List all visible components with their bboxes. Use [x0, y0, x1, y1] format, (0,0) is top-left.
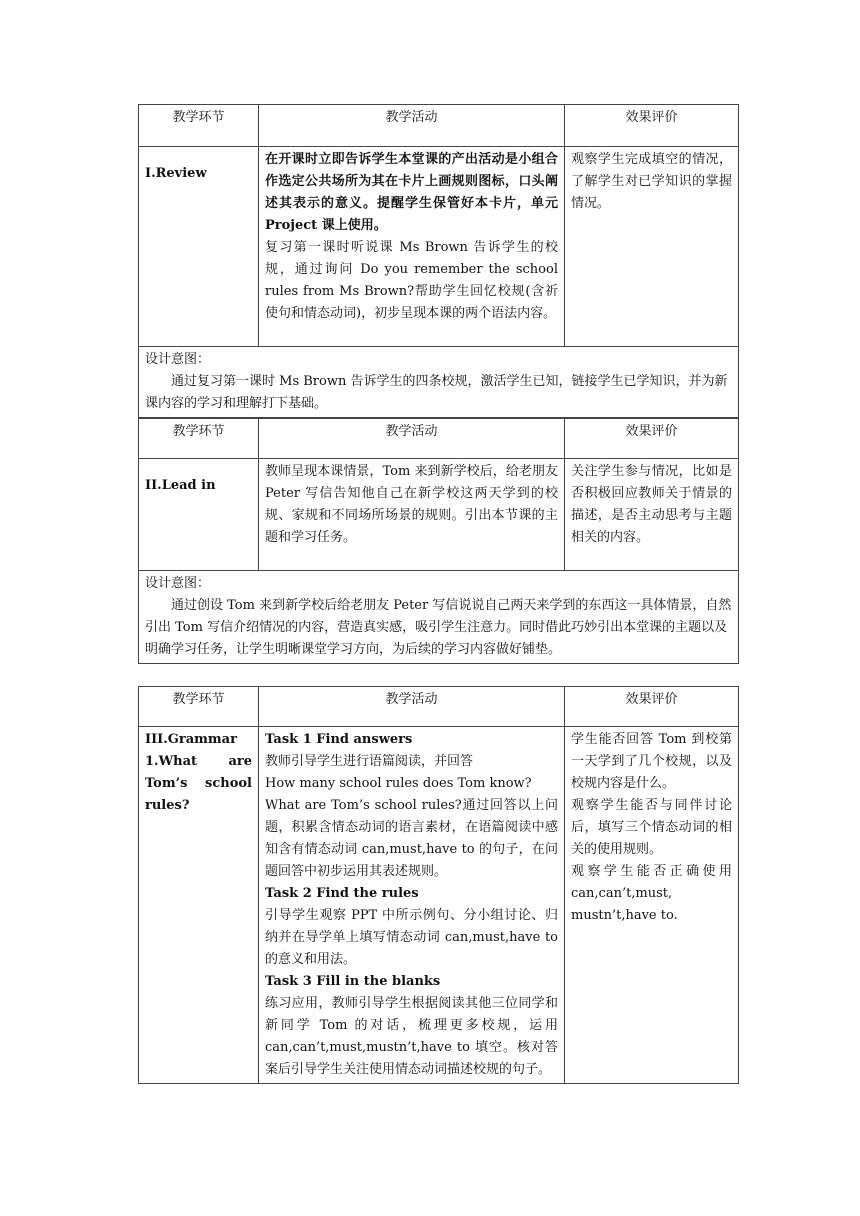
task2-title: Task 2 Find the rules [265, 886, 419, 901]
stage-grammar: III.Grammar [145, 732, 237, 747]
grammar-table [138, 686, 739, 1084]
stage-review: I.Review [145, 166, 207, 181]
table-header-row [139, 105, 739, 147]
header-stage: 教学环节 [139, 105, 259, 147]
task1-line1: 教师引导学生进行语篇阅读，并回答 [265, 754, 474, 769]
stage-grammar-question: 1.What are Tom’s school rules? [145, 754, 252, 813]
grammar-row [139, 727, 739, 1084]
design-text: 通过复习第一课时 Ms Brown 告诉学生的四条校规，激活学生已知，链接学生已学知识，并为新课内容的学习和理解打下基础。 [145, 374, 728, 411]
review-activity-bold: 在开课时立即告诉学生本堂课的产出活动是小组合作选定公共场所为其在卡片上画规则图标，口头阐述其表示的意义。提醒学生保管好本卡片，单元 Project 课上使用。 [265, 152, 558, 233]
table-header-row [139, 687, 739, 727]
grammar-eval-2: 观察学生能否与同伴讨论后，填写三个情态动词的相关的使用规则。 [571, 798, 732, 857]
review-design-row [139, 347, 739, 418]
header-evaluation: 效果评价 [565, 687, 739, 727]
lead-in-row [139, 459, 739, 571]
task1-title: Task 1 Find answers [265, 732, 413, 747]
task2-text: 引导学生观察 PPT 中所示例句、分小组讨论、归纳并在导学单上填写情态动词 can,must,have to 的意义和用法。 [265, 908, 558, 967]
design-text: 通过创设 Tom 来到新学校后给老朋友 Peter 写信说说自己两天来学到的东西这一具体情景，自然引出 Tom 写信介绍情况的内容，营造真实感，吸引学生注意力。同时借此巧妙引出本堂课的主题以及明确学习任务，让学生明晰课堂学习方向，为后续的学习内容做好铺垫。 [145, 598, 732, 657]
header-stage: 教学环节 [139, 419, 259, 459]
stage-lead-in: II.Lead in [145, 478, 216, 493]
grammar-eval-1: 学生能否回答 Tom 到校第一天学到了几个校规，以及校规内容是什么。 [571, 732, 732, 791]
task1-line3: What are Tom’s school rules?通过回答以上问题，积累含情态动词的语言素材，在语篇阅读中感知含有情态动词 can,must,have to 的句子，在问题回答中初步运用其表述规则。 [265, 798, 558, 879]
grammar-eval-3: 观察学生能否正确使用 can,can’t,must, mustn’t,have to. [571, 864, 732, 923]
lead-in-table [138, 418, 739, 664]
task1-line2: How many school rules does Tom know? [265, 776, 532, 791]
header-evaluation: 效果评价 [565, 419, 739, 459]
header-activity: 教学活动 [259, 687, 565, 727]
design-label: 设计意图： [145, 352, 211, 367]
review-row [139, 147, 739, 347]
header-activity: 教学活动 [259, 105, 565, 147]
task3-title: Task 3 Fill in the blanks [265, 974, 441, 989]
lead-in-design-row [139, 571, 739, 664]
review-activity-text: 复习第一课时听说课 Ms Brown 告诉学生的校规，通过询问 Do you remember the school rules from Ms Brown?帮助学生回忆校规(含祈使句和情态动词)，初步呈现本课的两个语法内容。 [265, 240, 558, 321]
header-activity: 教学活动 [259, 419, 565, 459]
review-evaluation: 观察学生完成填空的情况，了解学生对已学知识的掌握情况。 [571, 152, 732, 211]
review-table [138, 104, 739, 418]
header-stage: 教学环节 [139, 687, 259, 727]
table-header-row [139, 419, 739, 459]
task3-text: 练习应用，教师引导学生根据阅读其他三位同学和新同学 Tom 的对话，梳理更多校规，运用 can,can’t,must,mustn’t,have to 填空。核对答案后引导学生关注使用情态动词描述校规的句子。 [265, 996, 558, 1077]
header-evaluation: 效果评价 [565, 105, 739, 147]
design-label: 设计意图： [145, 576, 211, 591]
lead-in-activity: 教师呈现本课情景，Tom 来到新学校后，给老朋友 Peter 写信告知他自己在新学校这两天学到的校规、家规和不同场所场景的规则。引出本节课的主题和学习任务。 [265, 464, 558, 545]
lead-in-evaluation: 关注学生参与情况，比如是否积极回应教师关于情景的描述，是否主动思考与主题相关的内容。 [571, 464, 732, 545]
